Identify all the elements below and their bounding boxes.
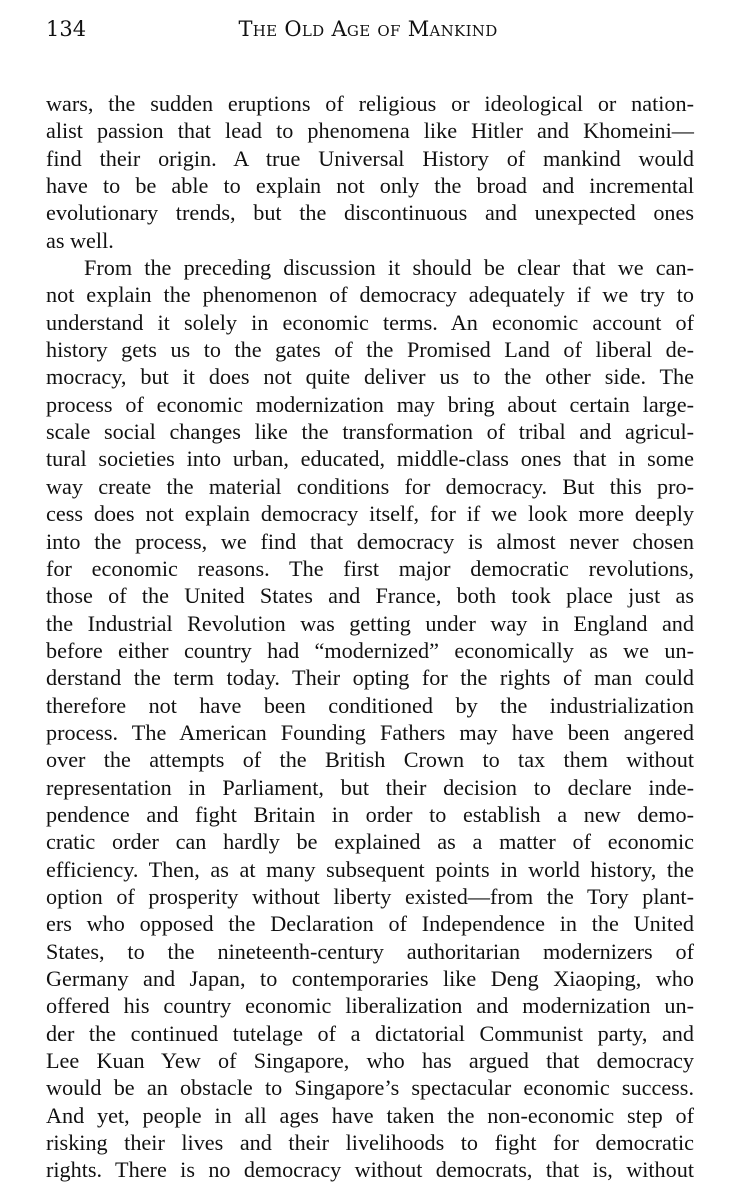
- text-line: Germany and Japan, to contemporaries like Deng Xiaoping, who: [46, 966, 694, 991]
- text-line: pendence and fight Britain in order to establish a new demo-: [46, 801, 694, 827]
- text-line: tural societies into urban, educated, middle-class ones that in some: [46, 446, 694, 472]
- text-line: as well.: [46, 227, 114, 253]
- running-head: [46, 14, 690, 44]
- text-line: history gets us to the gates of the Promised Land of liberal de-: [46, 337, 694, 363]
- text-line: have to be able to explain not only the broad and incremental: [46, 173, 694, 199]
- text-line: derstand the term today. Their opting for the rights of man could: [46, 665, 694, 691]
- text-line: therefore not have been conditioned by the industrialization: [46, 692, 694, 718]
- text-line: wars, the sudden eruptions of religious or ideological or nation-: [46, 91, 694, 116]
- text-line: find their origin. A true Universal History of mankind would: [46, 145, 694, 171]
- text-line: efficiency. Then, as at many subsequent points in world history, the: [46, 856, 694, 882]
- text-line: option of prosperity without liberty existed—from the Tory plant-: [46, 883, 694, 909]
- body-text: [46, 90, 694, 1184]
- text-line: scale social changes like the transformation of tribal and agricul-: [46, 419, 694, 445]
- text-line: offered his country economic liberalization and modernization un-: [46, 993, 694, 1019]
- text-line: before either country had “modernized” economically as we un-: [46, 637, 694, 663]
- text-line: evolutionary trends, but the discontinuous and unexpected ones: [46, 200, 694, 226]
- text-line: der the continued tutelage of a dictatorial Communist party, and: [46, 1020, 694, 1046]
- text-line: rights. There is no democracy without democrats, that is, without: [46, 1157, 694, 1183]
- text-line: over the attempts of the British Crown to tax them without: [46, 747, 694, 773]
- text-line: not explain the phenomenon of democracy adequately if we try to: [46, 282, 694, 308]
- text-line: alist passion that lead to phenomena like Hitler and Khomeini—: [46, 118, 694, 144]
- text-line: representation in Parliament, but their decision to declare inde-: [46, 774, 694, 800]
- text-line: understand it solely in economic terms. An economic account of: [46, 309, 694, 335]
- text-line: into the process, we find that democracy is almost never chosen: [46, 528, 694, 554]
- text-line: would be an obstacle to Singapore’s spectacular economic success.: [46, 1075, 694, 1101]
- text-line: those of the United States and France, both took place just as: [46, 583, 694, 609]
- page-number: 134: [46, 17, 87, 41]
- text-line: ers who opposed the Declaration of Independence in the United: [46, 911, 694, 937]
- text-line: process of economic modernization may bring about certain large-: [46, 391, 694, 417]
- paragraph: [46, 90, 694, 254]
- text-line: for economic reasons. The first major democratic revolutions,: [46, 555, 694, 581]
- text-line: cratic order can hardly be explained as a matter of economic: [46, 829, 694, 855]
- text-line: States, to the nineteenth-century authoritarian modernizers of: [46, 938, 694, 964]
- text-line: the Industrial Revolution was getting under way in England and: [46, 610, 694, 636]
- text-line: cess does not explain democracy itself, for if we look more deeply: [46, 501, 694, 527]
- text-line: From the preceding discussion it should be clear that we can-: [84, 255, 694, 281]
- text-line: way create the material conditions for democracy. But this pro-: [46, 473, 694, 499]
- paragraph: [46, 254, 694, 1184]
- text-line: mocracy, but it does not quite deliver us to the other side. The: [46, 364, 694, 390]
- text-line: And yet, people in all ages have taken the non-economic step of: [46, 1102, 694, 1128]
- text-line: Lee Kuan Yew of Singapore, who has argued that democracy: [46, 1048, 694, 1074]
- text-line: risking their lives and their livelihoods to fight for democratic: [46, 1130, 694, 1156]
- running-title: The Old Age of Mankind: [238, 17, 498, 41]
- text-line: process. The American Founding Fathers may have been angered: [46, 719, 694, 745]
